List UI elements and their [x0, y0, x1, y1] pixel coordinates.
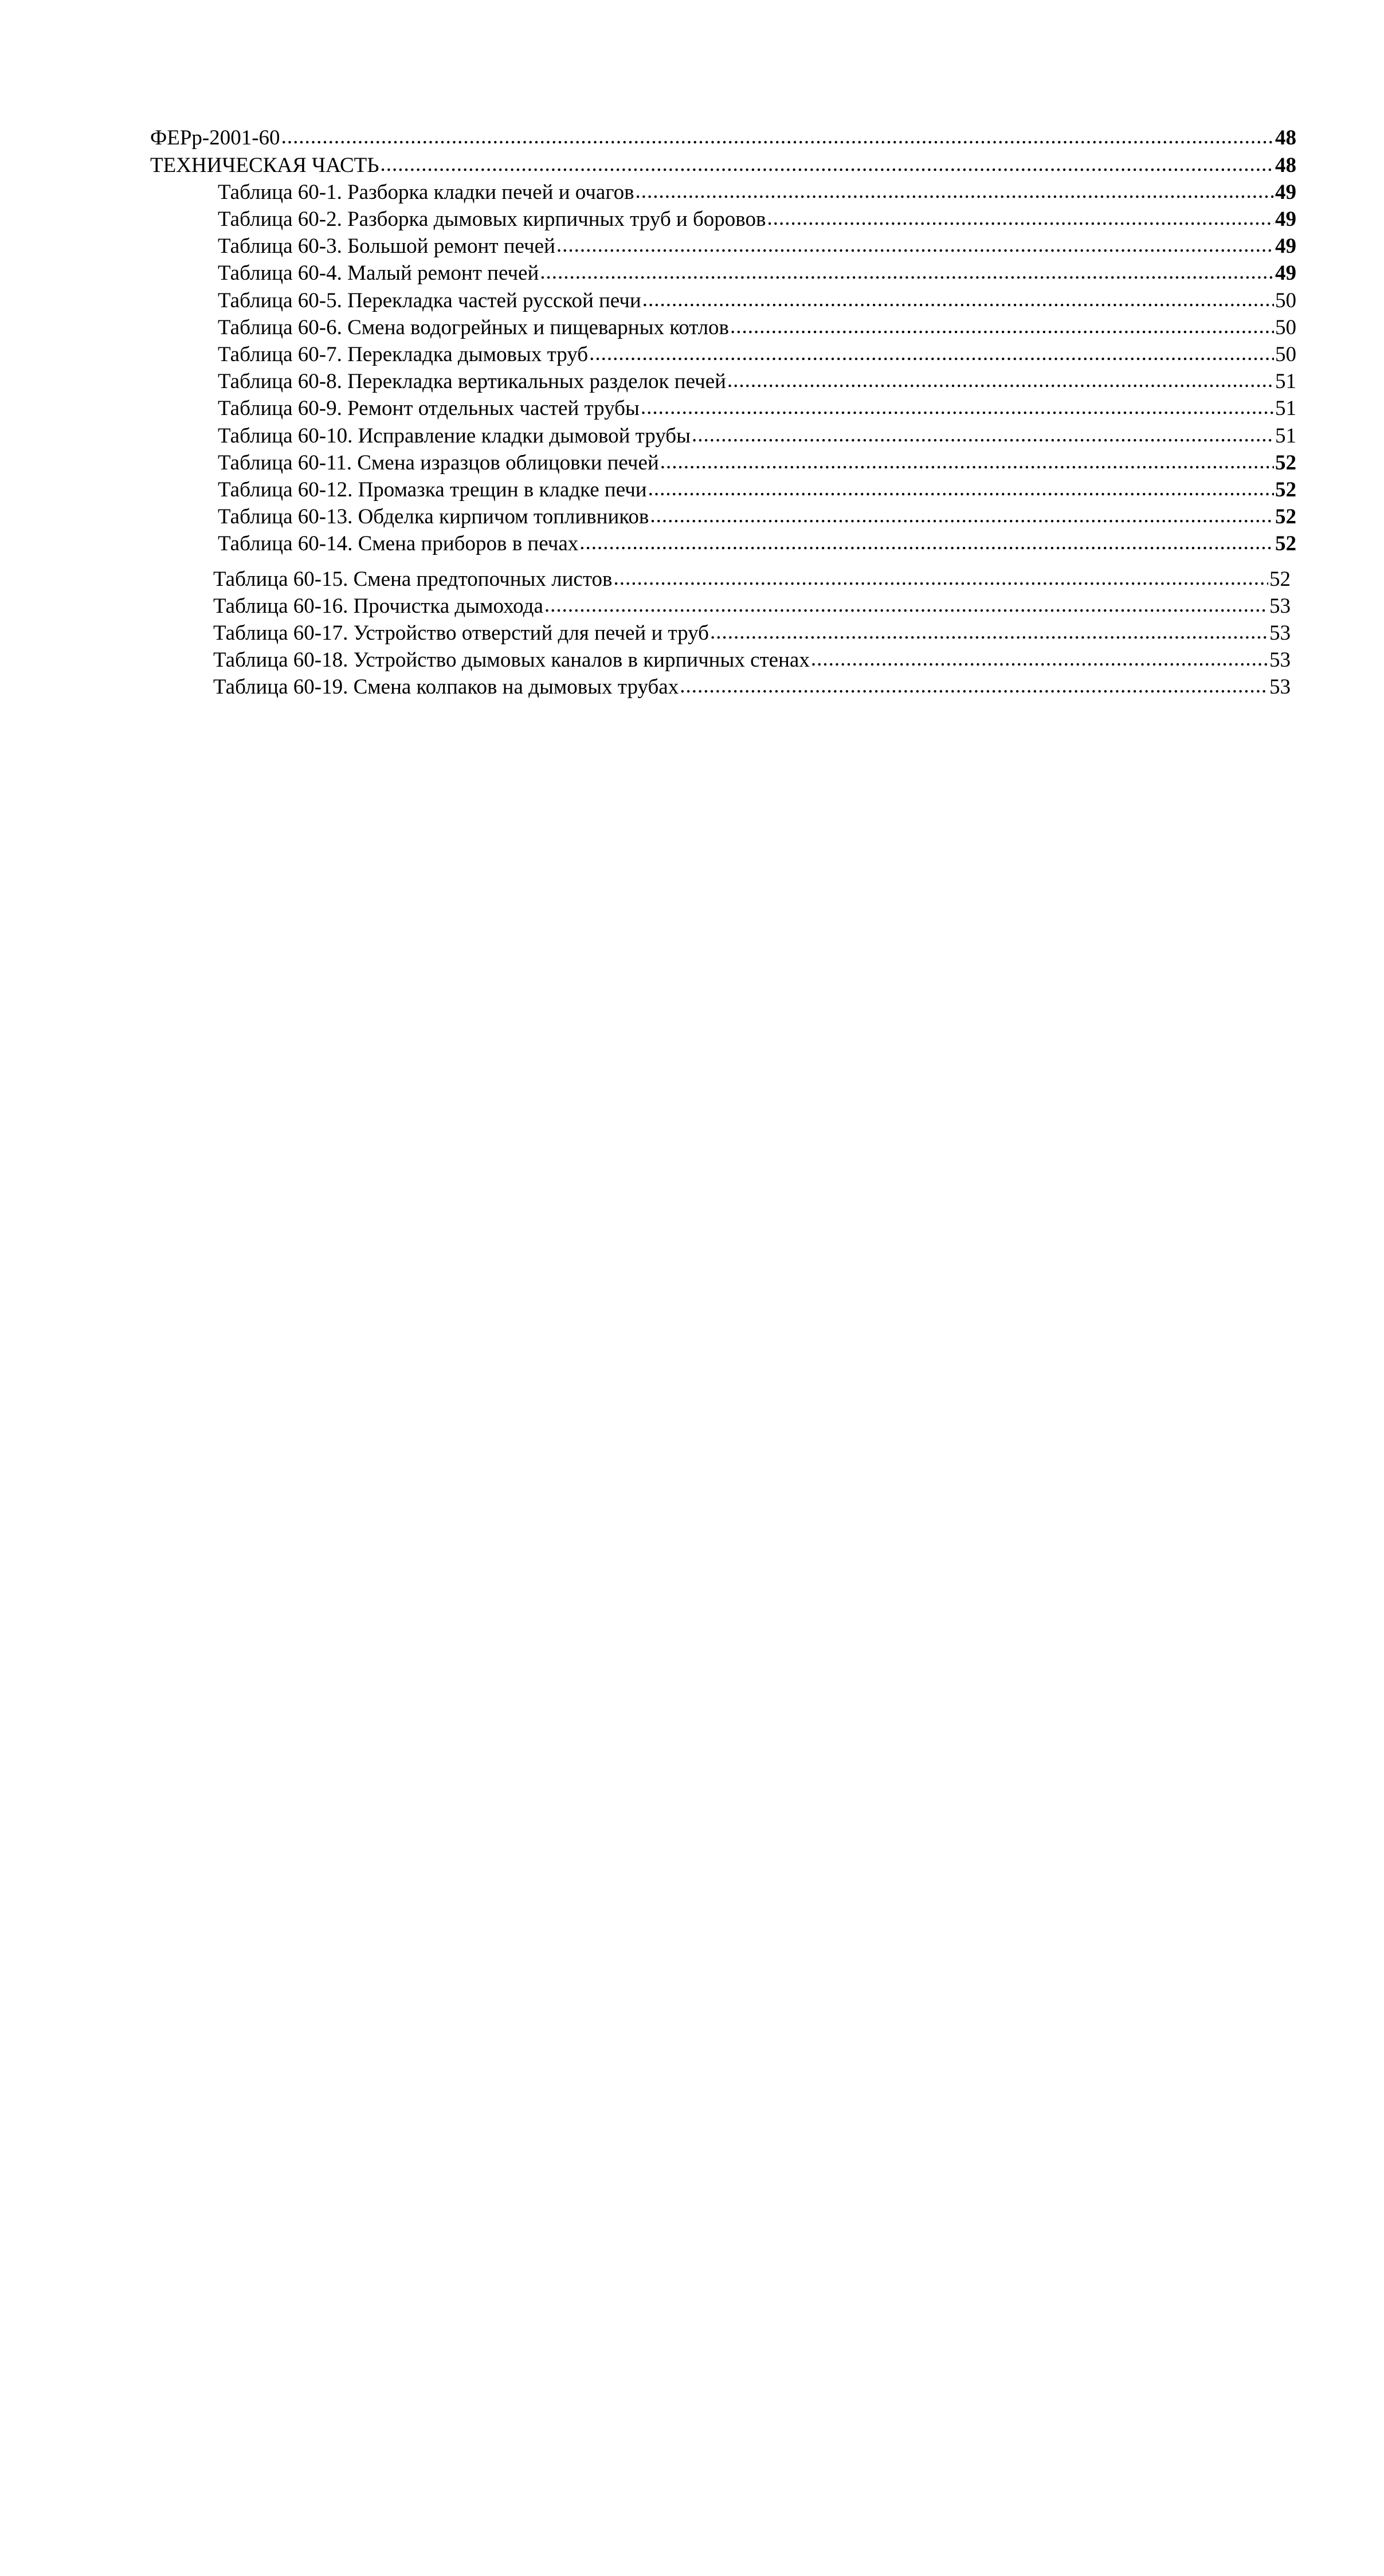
toc-entry[interactable] — [213, 596, 1291, 617]
toc-entry-label: Таблица 60-15. Смена предтопочных листов — [213, 567, 613, 591]
toc-entry-page: 50 — [1275, 316, 1296, 339]
toc-entry-page: 49 — [1275, 261, 1296, 285]
toc-entry[interactable] — [218, 398, 1296, 419]
toc-entry[interactable] — [150, 155, 1296, 176]
toc-dot-leader — [767, 208, 1274, 229]
toc-entry[interactable] — [218, 479, 1296, 500]
toc-entry-page: 52 — [1275, 478, 1296, 502]
toc-entry-label: Таблица 60-2. Разборка дымовых кирпичных труб и боровов — [218, 208, 766, 231]
toc-dot-leader — [380, 154, 1274, 175]
toc-entry[interactable] — [218, 344, 1296, 365]
toc-dot-leader — [648, 478, 1274, 499]
toc-entry-page: 49 — [1275, 181, 1296, 204]
toc-entry-label: Таблица 60-16. Прочистка дымохода — [213, 594, 543, 618]
toc-entry-label: Таблица 60-18. Устройство дымовых каналов в кирпичных стенах — [213, 648, 810, 672]
toc-dot-leader — [660, 451, 1274, 472]
toc-entry-page: 53 — [1269, 621, 1291, 645]
toc-entry-label: Таблица 60-7. Перекладка дымовых труб — [218, 343, 589, 366]
toc-entry-label: ФЕРр-2001-60 — [150, 126, 280, 150]
toc-entry-page: 48 — [1275, 154, 1296, 177]
toc-entry-label: Таблица 60-5. Перекладка частей русской печи — [218, 289, 641, 312]
toc-entry-label: Таблица 60-12. Промазка трещин в кладке печи — [218, 478, 647, 502]
toc-entry[interactable] — [218, 209, 1296, 230]
toc-entry-page: 50 — [1275, 289, 1296, 312]
toc-entry-label: ТЕХНИЧЕСКАЯ ЧАСТЬ — [150, 154, 379, 177]
toc-entry[interactable] — [218, 371, 1296, 392]
toc-entry-page: 52 — [1275, 532, 1296, 555]
toc-entry-page: 53 — [1269, 648, 1291, 672]
toc-dot-leader — [730, 316, 1274, 337]
toc-entry-page: 51 — [1275, 424, 1296, 448]
toc-dot-leader — [544, 594, 1268, 616]
toc-entry-label: Таблица 60-9. Ремонт отдельных частей трубы — [218, 397, 640, 420]
toc-entry-page: 52 — [1275, 505, 1296, 528]
toc-dot-leader — [642, 289, 1274, 310]
toc-entry[interactable] — [218, 182, 1296, 203]
toc-entry[interactable] — [213, 649, 1291, 671]
toc-dot-leader — [692, 424, 1274, 445]
toc-entry-label: Таблица 60-11. Смена изразцов облицовки печей — [218, 451, 659, 475]
toc-entry-page: 48 — [1275, 126, 1296, 150]
toc-dot-leader — [727, 370, 1274, 391]
toc-entry-label: Таблица 60-13. Обделка кирпичом топливников — [218, 505, 649, 528]
toc-dot-leader — [579, 532, 1274, 553]
toc-entry[interactable] — [218, 533, 1296, 554]
toc-dot-leader — [540, 261, 1274, 283]
toc-dot-leader — [589, 343, 1274, 364]
toc-entry-label: Таблица 60-14. Смена приборов в печах — [218, 532, 579, 555]
toc-entry-page: 51 — [1275, 370, 1296, 393]
toc-entry[interactable] — [218, 236, 1296, 257]
toc-entry-page: 49 — [1275, 208, 1296, 231]
toc-entry-label: Таблица 60-19. Смена колпаков на дымовых трубах — [213, 675, 679, 699]
toc-entry-label: Таблица 60-1. Разборка кладки печей и очагов — [218, 181, 634, 204]
toc-dot-leader — [650, 505, 1274, 526]
toc-entry[interactable] — [213, 623, 1291, 644]
toc-entry[interactable] — [218, 317, 1296, 338]
toc-dot-leader — [281, 126, 1274, 147]
toc-entry[interactable] — [213, 569, 1291, 590]
toc-entry-label: Таблица 60-8. Перекладка вертикальных разделок печей — [218, 370, 726, 393]
toc-dot-leader — [614, 567, 1269, 589]
toc-dot-leader — [641, 397, 1274, 418]
toc-entry[interactable] — [213, 676, 1291, 698]
toc-entry[interactable] — [218, 290, 1296, 311]
toc-entry-page: 50 — [1275, 343, 1296, 366]
toc-entry[interactable] — [218, 263, 1296, 284]
toc-entry-label: Таблица 60-6. Смена водогрейных и пищеварных котлов — [218, 316, 730, 339]
toc-entry-label: Таблица 60-4. Малый ремонт печей — [218, 261, 539, 285]
toc-dot-leader — [636, 181, 1274, 202]
toc-entry-label: Таблица 60-10. Исправление кладки дымовой трубы — [218, 424, 691, 448]
toc-entry[interactable] — [150, 127, 1296, 148]
toc-dot-leader — [811, 648, 1268, 670]
toc-dot-leader — [556, 234, 1274, 256]
toc-entry-page: 53 — [1269, 675, 1291, 699]
toc-entry-label: Таблица 60-17. Устройство отверстий для печей и труб — [213, 621, 709, 645]
toc-dot-leader — [680, 675, 1268, 696]
toc-entry[interactable] — [218, 425, 1296, 447]
toc-entry-label: Таблица 60-3. Большой ремонт печей — [218, 234, 555, 258]
toc-entry-page: 52 — [1269, 567, 1291, 591]
toc-entry[interactable] — [218, 452, 1296, 473]
toc-entry-page: 49 — [1275, 234, 1296, 258]
toc-entry-page: 51 — [1275, 397, 1296, 420]
toc-entry[interactable] — [218, 506, 1296, 527]
toc-entry-page: 53 — [1269, 594, 1291, 618]
toc-entry-page: 52 — [1275, 451, 1296, 475]
toc-dot-leader — [710, 621, 1268, 643]
